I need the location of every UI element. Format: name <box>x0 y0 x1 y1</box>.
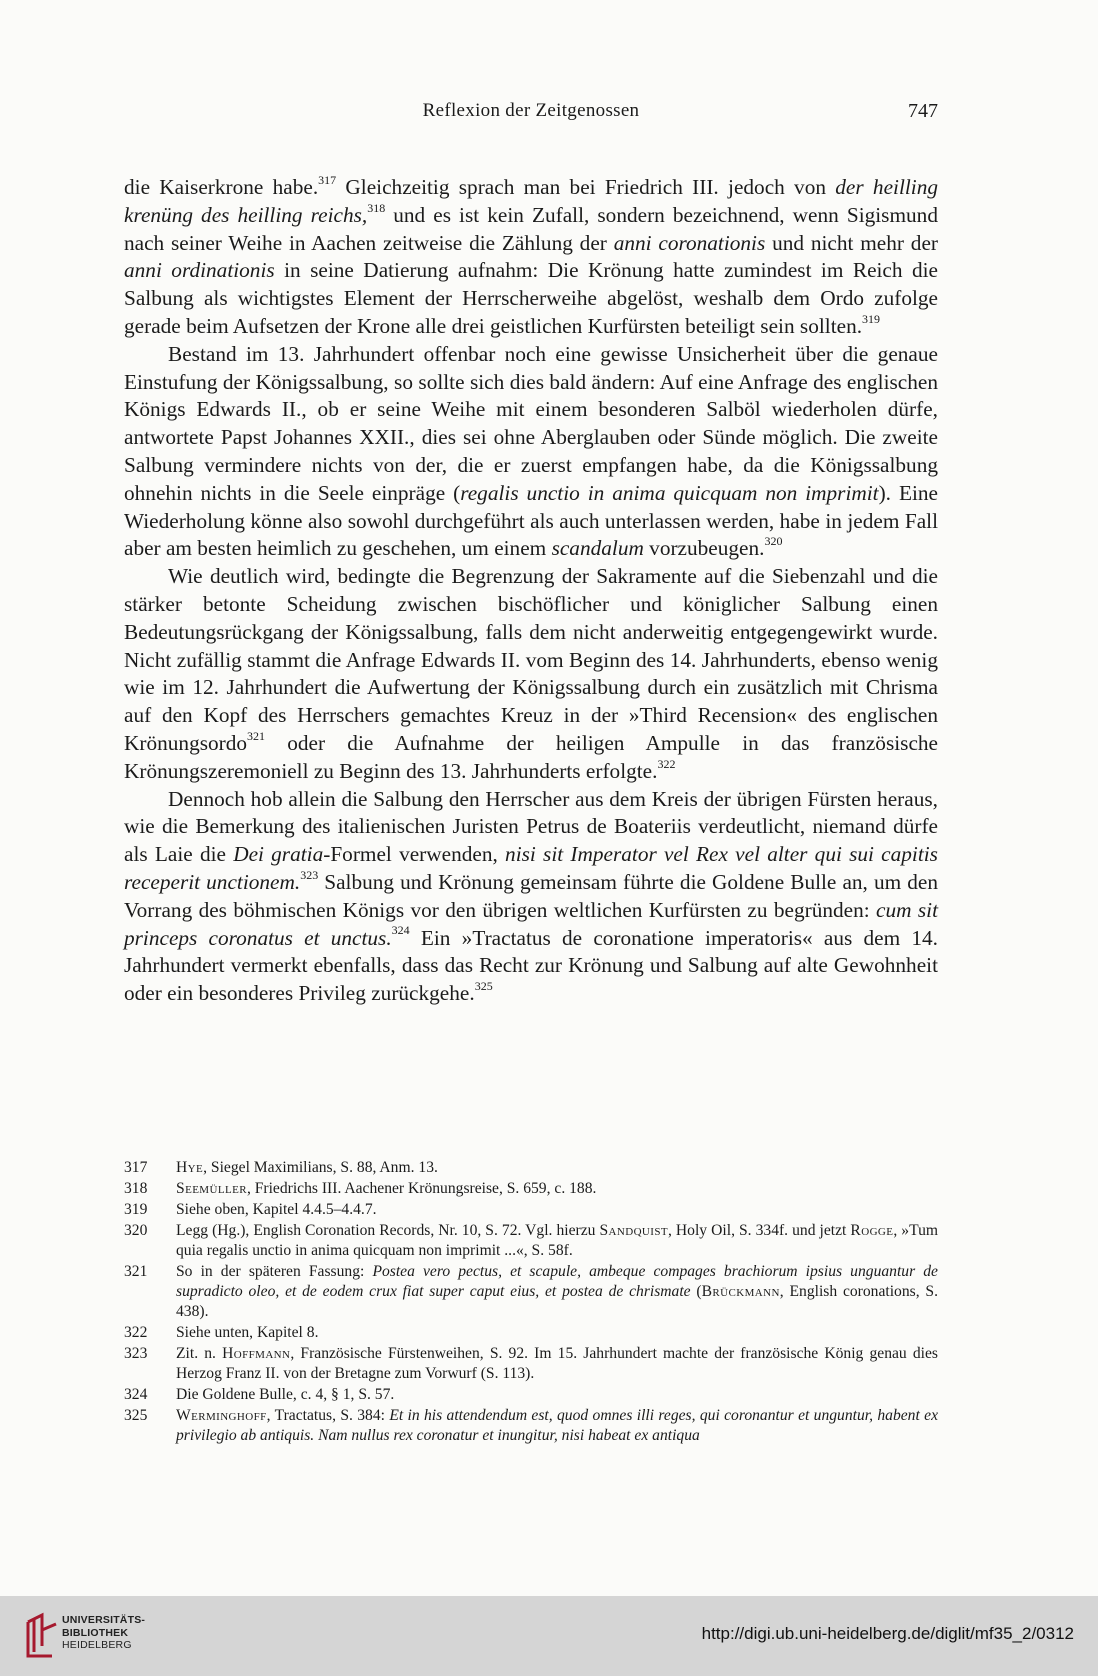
footnote-number: 318 <box>124 1180 148 1197</box>
text-run: und es ist kein Zufall, sondern bezeichnend, wenn Sigismund nach seiner Weihe in Aachen zeitweise die Zählung der <box>124 202 938 255</box>
footnote-number: 324 <box>124 1386 148 1403</box>
footnote-320 <box>124 1221 938 1261</box>
text-run: vorzubeugen. <box>643 536 765 561</box>
footnote-ref-321[interactable]: 321 <box>247 728 266 743</box>
footnote-text: , Holy Oil, S. 334f. und jetzt <box>667 1222 851 1239</box>
logo-line-2: BIBLIOTHEK <box>62 1626 129 1639</box>
library-logo-text <box>62 1614 145 1652</box>
paragraph-1 <box>124 174 938 341</box>
footnote-text: , English coronations, S. 438). <box>176 1283 938 1320</box>
footnote-text: Die Goldene Bulle, c. 4, § 1, S. 57. <box>176 1386 395 1403</box>
author-smallcaps: Hoffmann <box>222 1345 291 1362</box>
paragraph-3 <box>124 563 938 785</box>
footnote-text: ( <box>690 1283 702 1300</box>
text-run: -Formel verwenden, <box>323 842 506 867</box>
text-run: Gleichzeitig sprach man bei Friedrich III. jedoch von <box>336 175 836 199</box>
quote-italic: Postea vero pectus, et scapule, ambeque compages brachiorum ipsius unguantur de supradicto oleo, et de eodem crux fiat super caput eius, et postea de chrismate <box>176 1263 938 1300</box>
permalink-url[interactable]: http://digi.ub.uni-heidelberg.de/diglit/mf35_2/0312 <box>701 1624 1074 1643</box>
footnote-number: 325 <box>124 1407 148 1424</box>
text-run: Bestand im 13. Jahrhundert offenbar noch eine gewisse Unsicherheit über die genaue Einstufung der Königssalbung, so sollte sich dies bald ändern: Auf eine Anfrage des englischen Königs Edwards II., ob er seine Weihe mit einem besonderen Salböl wiederholen dürfe, antwortete Papst Johannes XXII., dies sei ohne Aberglauben oder Sünde möglich. Die zweite Salbung vermindere nichts von der, die er zuerst empfangen habe, da die Königssalbung ohnehin nichts in die Seele einpräge ( <box>124 341 938 505</box>
footnote-318 <box>124 1179 938 1199</box>
paragraph-4 <box>124 786 938 1008</box>
quote-italic: regalis unctio in anima quicquam non imprimit <box>460 480 879 505</box>
footnote-ref-319[interactable]: 319 <box>862 311 881 326</box>
footnote-ref-318[interactable]: 318 <box>367 200 386 215</box>
footnote-number: 323 <box>124 1345 148 1362</box>
quote-italic: Et in his attendendum est, quod omnes illi reges, qui coronantur et unguntur, habent ex privilegio ab antiquis. Nam nullus rex coronatur et inungitur, nisi habeat ex antiqua <box>176 1407 938 1444</box>
text-run: in seine Datierung aufnahm: Die Krönung hatte zumindest im Reich die Salbung als wichtigstes Element der Herrscherweihe abgelöst, weshalb dem Ordo zufolge gerade beim Aufsetzen der Krone alle drei geistlichen Kurfürsten beteiligt sein sollten. <box>124 258 938 338</box>
footnote-322 <box>124 1323 938 1343</box>
footnote-number: 321 <box>124 1263 148 1280</box>
term-italic: scandalum <box>551 536 644 561</box>
footnote-ref-322[interactable]: 322 <box>657 756 676 771</box>
quote-italic: nisi sit Imperator vel Rex vel alter qui sui capitis receperit unctionem. <box>124 842 938 894</box>
library-logo-icon <box>22 1610 66 1660</box>
footnote-number: 319 <box>124 1201 148 1218</box>
term-italic: anni coronationis <box>613 230 766 255</box>
author-smallcaps: Hye <box>176 1159 204 1176</box>
footnote-text: , Friedrichs III. Aachener Krönungsreise, S. 659, c. 188. <box>246 1180 597 1197</box>
viewer-footer-bar <box>0 1596 1098 1676</box>
footnote-324 <box>124 1385 938 1405</box>
footnote-text: , Französische Fürstenweihen, S. 92. Im 15. Jahrhundert machte der französische König genau dies Herzog Franz II. von der Bretagne zum Vorwurf (S. 113). <box>176 1345 938 1382</box>
text-run: oder die Aufnahme der heiligen Ampulle in das französische Krönungszeremoniell zu Beginn des 13. Jahrhunderts erfolgte. <box>124 730 938 783</box>
page-number: 747 <box>908 100 938 122</box>
footnote-ref-323[interactable]: 323 <box>300 867 319 882</box>
footnote-text: Zit. n. <box>176 1345 223 1362</box>
author-smallcaps: Sandquist <box>599 1222 668 1239</box>
footnote-325 <box>124 1406 938 1446</box>
footnote-text: Siehe unten, Kapitel 8. <box>176 1324 319 1341</box>
logo-line-3: HEIDELBERG <box>62 1639 132 1651</box>
running-title: Reflexion der Zeitgenossen <box>422 100 640 121</box>
library-logo[interactable] <box>22 1608 146 1664</box>
text-run: die Kaiserkrone habe. <box>124 175 319 199</box>
footnotes <box>124 1158 938 1447</box>
footnote-number: 317 <box>124 1159 148 1176</box>
footnote-number: 322 <box>124 1324 148 1341</box>
running-head <box>124 100 938 130</box>
footnote-ref-325[interactable]: 325 <box>474 979 493 994</box>
footnote-text: So in der späteren Fassung: <box>176 1263 373 1280</box>
quote-italic: der heilling krenüng des heilling reichs, <box>124 175 939 227</box>
paragraph-2 <box>124 341 938 563</box>
term-italic: anni ordinationis <box>124 258 275 283</box>
footnote-ref-324[interactable]: 324 <box>391 923 410 938</box>
author-smallcaps: Brückmann <box>701 1283 780 1300</box>
footnote-ref-317[interactable]: 317 <box>318 172 337 187</box>
footnote-ref-320[interactable]: 320 <box>764 534 783 549</box>
footnote-text: , Siegel Maximilians, S. 88, Anm. 13. <box>203 1159 438 1176</box>
author-smallcaps: Seemüller <box>176 1180 247 1197</box>
footnote-319 <box>124 1200 938 1220</box>
quote-italic: cum sit princeps coronatus et unctus. <box>124 897 938 950</box>
footnote-321 <box>124 1262 938 1322</box>
text-run: ). Eine Wiederholung könne also sowohl durchgeführt als auch unterlassen werden, habe in jedem Fall aber am besten heimlich zu geschehen, um einem <box>124 480 938 561</box>
author-smallcaps: Rogge <box>850 1222 894 1239</box>
body-text <box>124 174 938 1008</box>
footnote-number: 320 <box>124 1222 148 1239</box>
footnote-text: Legg (Hg.), English Coronation Records, Nr. 10, S. 72. Vgl. hierzu <box>176 1222 600 1239</box>
footnote-text: Siehe oben, Kapitel 4.4.5–4.4.7. <box>176 1201 377 1218</box>
footnote-317 <box>124 1158 938 1178</box>
term-italic: Dei gratia <box>233 842 324 867</box>
footnote-text: , Tractatus, S. 384: <box>266 1407 390 1424</box>
text-run: und nicht mehr der <box>765 230 938 255</box>
logo-line-1: UNIVERSITÄTS- <box>62 1614 146 1626</box>
text-run: Wie deutlich wird, bedingte die Begrenzung der Sakramente auf die Siebenzahl und die stärker betonte Scheidung zwischen bischöflicher und königlicher Salbung einen Bedeutungsrückgang der Königssalbung, falls dem nicht anderweitig entgegengewirkt wurde. Nicht zufällig stammt die Anfrage Edwards II. vom Beginn des 14. Jahrhunderts, ebenso wenig wie im 12. Jahrhundert die Aufwertung der Königssalbung durch ein zusätzlich mit Chrisma auf den Kopf des Herrschers gemachtes Kreuz in der »Third Recension« des englischen Krönungsordo <box>124 564 938 755</box>
footnote-323 <box>124 1344 938 1384</box>
text-run: Dennoch hob allein die Salbung den Herrscher aus dem Kreis der übrigen Fürsten heraus, wie die Bemerkung des italienischen Juristen Petrus de Boateriis verdeutlicht, niemand dürfe als Laie die <box>124 786 938 867</box>
text-run: Salbung und Krönung gemeinsam führte die Goldene Bulle an, um den Vorrang des böhmischen Königs vor den übrigen weltlichen Kurfürsten zu begründen: <box>124 869 938 922</box>
footnote-text: , »Tum quia regalis unctio in anima quicquam non imprimit ...«, S. 58f. <box>176 1222 939 1259</box>
author-smallcaps: Werminghoff <box>176 1407 267 1424</box>
text-run: Ein »Tractatus de coronatione imperatoris« aus dem 14. Jahrhundert vermerkt ebenfalls, dass das Recht zur Krönung und Salbung auf alte Gewohnheit oder ein besonderes Privileg zurückgehe. <box>124 925 938 1006</box>
